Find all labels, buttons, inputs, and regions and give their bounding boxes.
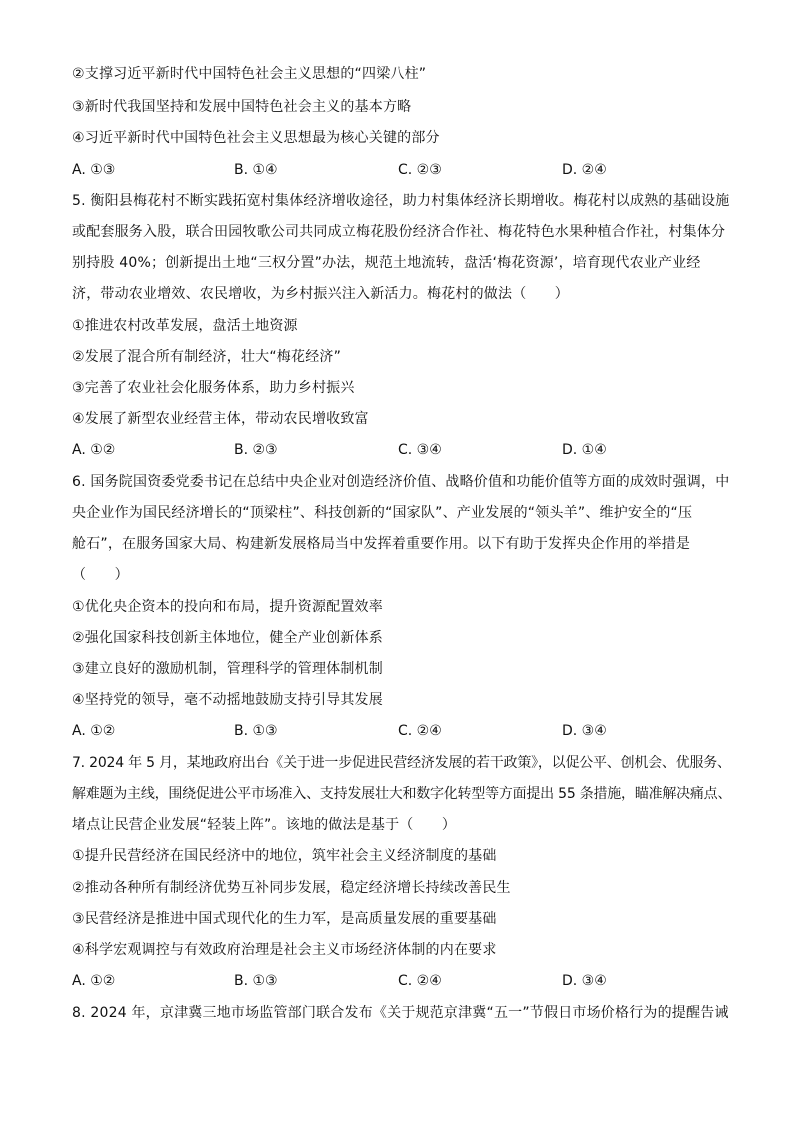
q4-option-4: ④习近平新时代中国特色社会主义思想最为核心关键的部分 <box>72 130 440 146</box>
q4-option-3: ③新时代我国坚持和发展中国特色社会主义的基本方略 <box>72 99 412 115</box>
choice-b: B. ①③ <box>234 723 278 739</box>
q7-choices <box>72 971 732 991</box>
q7-stem-line-3: 堵点让民营企业发展“轻装上阵”。该地的做法是基于（ ） <box>72 817 457 833</box>
q7-stem-line-1: 7. 2024 年 5 月，某地政府出台《关于进一步促进民营经济发展的若干政策》，以促公平、创机会、优服务、 <box>72 755 731 771</box>
choice-d: D. ①④ <box>562 442 607 458</box>
choice-b: B. ②③ <box>234 442 278 458</box>
q5-option-1: ①推进农村改革发展，盘活土地资源 <box>72 318 298 334</box>
q4-option-2: ②支撑习近平新时代中国特色社会主义思想的“四梁八柱” <box>72 66 427 82</box>
q6-stem-line-2: 央企业作为国民经济增长的“顶梁柱”、科技创新的“国家队”、产业发展的“领头羊”、维护安全的“压 <box>72 505 693 521</box>
q6-option-2: ②强化国家科技创新主体地位，健全产业创新体系 <box>72 630 383 646</box>
q8-stem-line-1: 8. 2024 年，京津冀三地市场监管部门联合发布《关于规范京津冀“五一”节假日市场价格行为的提醒告诫 <box>72 1005 729 1021</box>
q6-choices <box>72 721 732 741</box>
q6-stem-line-3: 舱石”，在服务国家大局、构建新发展格局当中发挥着重要作用。以下有助于发挥央企作用的举措是 <box>72 536 691 552</box>
choice-c: C. ②④ <box>398 973 442 989</box>
q5-stem-line-1: 5. 衡阳县梅花村不断实践拓宽村集体经济增收途径，助力村集体经济长期增收。梅花村以成熟的基础设施 <box>72 193 730 209</box>
q6-option-4: ④坚持党的领导，毫不动摇地鼓励支持引导其发展 <box>72 692 383 708</box>
choice-a: A. ①② <box>72 442 116 458</box>
q5-stem-line-2: 或配套服务入股，联合田园牧歌公司共同成立梅花股份经济合作社、梅花特色水果种植合作社，村集体分 <box>72 224 726 240</box>
choice-c: C. ②④ <box>398 723 442 739</box>
q4-choices <box>72 160 732 180</box>
q6-stem-line-1: 6. 国务院国资委党委书记在总结中央企业对创造经济价值、战略价值和功能价值等方面的成效时强调，中 <box>72 474 730 490</box>
q5-stem-line-4: 济，带动农业增效、农民增收，为乡村振兴注入新活力。梅花村的做法（ ） <box>72 286 569 302</box>
q5-choices <box>72 440 732 460</box>
q6-option-1: ①优化央企资本的投向和布局，提升资源配置效率 <box>72 599 383 615</box>
q6-option-3: ③建立良好的激励机制，管理科学的管理体制机制 <box>72 661 383 677</box>
choice-a: A. ①② <box>72 973 116 989</box>
choice-a: A. ①③ <box>72 162 116 178</box>
q7-stem-line-2: 解难题为主线，围绕促进公平市场准入、支持发展壮大和数字化转型等方面提出 55 条措施，瞄准解决痛点、 <box>72 786 732 802</box>
q7-option-3: ③民营经济是推进中国式现代化的生力军，是高质量发展的重要基础 <box>72 911 497 927</box>
choice-b: B. ①③ <box>234 973 278 989</box>
q5-option-4: ④发展了新型农业经营主体，带动农民增收致富 <box>72 411 369 427</box>
q5-option-3: ③完善了农业社会化服务体系，助力乡村振兴 <box>72 380 355 396</box>
q7-option-2: ②推动各种所有制经济优势互补同步发展，稳定经济增长持续改善民生 <box>72 880 511 896</box>
q5-stem-line-3: 别持股 40%；创新提出土地“三权分置”办法，规范土地流转，盘活‘梅花资源’，培育现代农业产业经 <box>72 255 701 271</box>
choice-d: D. ②④ <box>562 162 607 178</box>
q5-option-2: ②发展了混合所有制经济，壮大“梅花经济” <box>72 349 342 365</box>
choice-d: D. ③④ <box>562 973 607 989</box>
choice-c: C. ②③ <box>398 162 442 178</box>
q7-option-1: ①提升民营经济在国民经济中的地位，筑牢社会主义经济制度的基础 <box>72 848 497 864</box>
q6-stem-line-4: （ ） <box>72 567 129 583</box>
q7-option-4: ④科学宏观调控与有效政府治理是社会主义市场经济体制的内在要求 <box>72 942 497 958</box>
choice-d: D. ③④ <box>562 723 607 739</box>
choice-a: A. ①② <box>72 723 116 739</box>
choice-c: C. ③④ <box>398 442 442 458</box>
choice-b: B. ①④ <box>234 162 278 178</box>
